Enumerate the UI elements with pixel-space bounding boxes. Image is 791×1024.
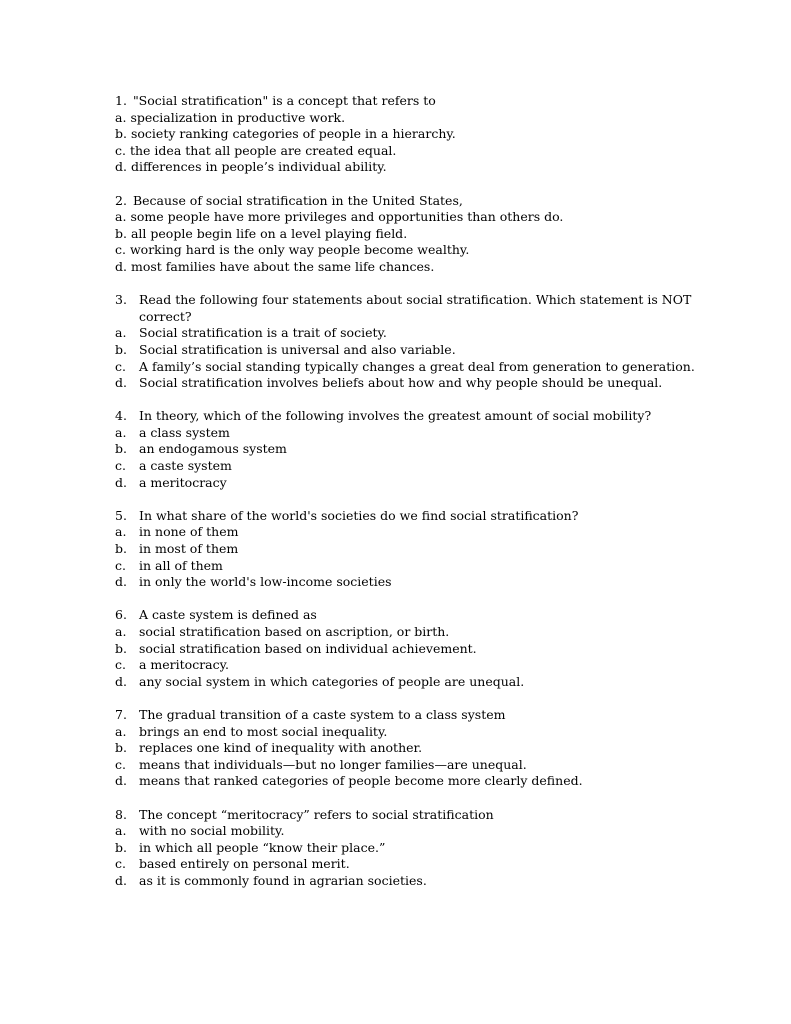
option-label: c.	[115, 856, 126, 872]
question-stem	[115, 607, 685, 624]
option-text: a caste system	[139, 458, 232, 474]
question-text: In what share of the world's societies do we find social stratification?	[139, 507, 579, 523]
question-text: The concept “meritocracy” refers to social stratification	[139, 806, 494, 822]
option-label: a.	[115, 424, 127, 440]
question-text: A caste system is defined as	[139, 607, 317, 623]
option-text: means that individuals—but no longer families—are unequal.	[139, 756, 527, 772]
option-text: an endogamous system	[139, 441, 287, 457]
question-text: Because of social stratification in the United States,	[132, 192, 463, 208]
option-label: d.	[115, 258, 127, 274]
option-text: most families have about the same life chances.	[130, 258, 435, 274]
option-text: in none of them	[139, 524, 239, 540]
option-label: a.	[115, 325, 127, 341]
question-stem	[115, 707, 685, 724]
option-text: as it is commonly found in agrarian societies.	[139, 872, 427, 888]
option-text: a meritocracy.	[139, 657, 230, 673]
answer-option	[115, 773, 685, 790]
answer-option	[115, 524, 685, 541]
answer-option	[115, 674, 685, 691]
answer-option	[115, 159, 685, 176]
option-text: Social stratification is universal and also variable.	[139, 341, 456, 357]
option-label: b.	[115, 225, 127, 241]
question-number: 8.	[115, 806, 127, 822]
quiz-questions	[115, 93, 695, 906]
question-text: Read the following four statements about social stratification. Which statement is NOT	[139, 292, 692, 308]
question-text-continued: correct?	[139, 308, 192, 324]
answer-option	[115, 624, 685, 641]
answer-option	[115, 126, 685, 143]
answer-option	[115, 110, 685, 127]
option-label: b.	[115, 541, 127, 557]
option-label: a.	[115, 823, 127, 839]
answer-option	[115, 657, 685, 674]
option-label: b.	[115, 740, 127, 756]
option-label: a.	[115, 524, 127, 540]
answer-option	[115, 740, 685, 757]
option-label: d.	[115, 574, 127, 590]
answer-option	[115, 856, 685, 873]
answer-option	[115, 724, 685, 741]
question-6	[115, 607, 685, 690]
answer-option	[115, 242, 685, 259]
option-text: society ranking categories of people in a hierarchy.	[130, 126, 456, 142]
answer-option	[115, 475, 685, 492]
option-label: b.	[115, 640, 127, 656]
option-label: c.	[115, 358, 126, 374]
option-text: Social stratification is a trait of society.	[139, 325, 387, 341]
option-label: c.	[115, 557, 126, 573]
option-label: c.	[115, 458, 126, 474]
option-text: social stratification based on individual achievement.	[139, 640, 477, 656]
answer-option	[115, 840, 685, 857]
question-number: 1.	[115, 93, 127, 108]
answer-option	[115, 143, 685, 160]
option-text: means that ranked categories of people become more clearly defined.	[139, 773, 583, 789]
option-text: social stratification based on ascription, or birth.	[139, 624, 450, 639]
answer-option	[115, 574, 685, 591]
question-7	[115, 707, 685, 790]
answer-option	[115, 873, 685, 890]
question-text: In theory, which of the following involves the greatest amount of social mobility?	[139, 408, 652, 424]
option-text: with no social mobility.	[139, 823, 285, 839]
option-text: the idea that all people are created equal.	[129, 142, 397, 158]
question-number: 5.	[115, 507, 127, 523]
option-text: replaces one kind of inequality with another.	[139, 740, 423, 756]
option-label: b.	[115, 341, 127, 357]
option-text: A family’s social standing typically changes a great deal from generation to generation.	[139, 358, 695, 374]
question-stem	[115, 408, 685, 425]
option-label: d.	[115, 773, 127, 789]
question-number: 3.	[115, 292, 127, 308]
answer-option	[115, 641, 685, 658]
option-label: c.	[115, 657, 126, 673]
option-text: based entirely on personal merit.	[139, 856, 350, 872]
question-3	[115, 292, 695, 392]
option-label: a.	[115, 209, 127, 225]
answer-option	[115, 358, 695, 376]
option-text: working hard is the only way people become wealthy.	[129, 242, 470, 258]
question-2	[115, 193, 685, 276]
question-text: The gradual transition of a caste system to a class system	[139, 706, 506, 722]
option-label: a.	[115, 723, 127, 739]
question-number: 4.	[115, 408, 127, 424]
option-label: b.	[115, 126, 127, 142]
answer-option	[115, 757, 685, 774]
question-number: 2.	[115, 192, 127, 208]
question-4	[115, 408, 685, 491]
option-text: in all of them	[139, 557, 223, 573]
option-label: d.	[115, 673, 127, 689]
option-text: in only the world's low-income societies	[139, 574, 392, 590]
option-text: brings an end to most social inequality.	[139, 723, 388, 739]
option-label: a.	[115, 624, 127, 639]
answer-option	[115, 823, 685, 840]
option-label: b.	[115, 839, 127, 855]
option-label: b.	[115, 441, 127, 457]
answer-option	[115, 342, 685, 359]
question-stem	[115, 93, 685, 110]
answer-option	[115, 226, 685, 243]
option-text: in most of them	[139, 541, 239, 557]
answer-option	[115, 425, 685, 442]
question-stem	[115, 292, 692, 309]
question-8	[115, 807, 685, 890]
answer-option	[115, 441, 685, 458]
option-label: c.	[115, 142, 126, 158]
question-stem	[115, 807, 685, 824]
option-label: d.	[115, 375, 127, 391]
option-label: c.	[115, 242, 126, 258]
option-text: in which all people “know their place.”	[139, 839, 386, 855]
option-text: a meritocracy	[139, 474, 227, 490]
answer-option	[115, 325, 685, 342]
answer-option	[115, 259, 685, 276]
question-1	[115, 93, 685, 176]
option-text: a class system	[139, 424, 230, 440]
option-text: some people have more privileges and opportunities than others do.	[130, 209, 564, 225]
answer-option	[115, 209, 685, 226]
question-stem	[115, 193, 685, 210]
question-5	[115, 508, 685, 591]
question-number: 7.	[115, 706, 127, 722]
option-label: d.	[115, 474, 127, 490]
option-text: Social stratification involves beliefs about how and why people should be unequal.	[139, 375, 663, 391]
answer-option	[115, 375, 685, 392]
option-text: any social system in which categories of people are unequal.	[139, 673, 525, 689]
option-label: d.	[115, 159, 127, 175]
question-text: "Social stratification" is a concept that refers to	[132, 93, 436, 108]
option-text: differences in people’s individual ability.	[130, 159, 387, 175]
option-label: d.	[115, 872, 127, 888]
question-number: 6.	[115, 607, 127, 623]
answer-option	[115, 558, 685, 575]
answer-option	[115, 458, 685, 475]
question-stem	[115, 508, 685, 525]
option-text: specialization in productive work.	[130, 109, 346, 125]
option-text: all people begin life on a level playing field.	[130, 225, 408, 241]
option-label: c.	[115, 756, 126, 772]
option-label: a.	[115, 109, 127, 125]
answer-option	[115, 541, 685, 558]
